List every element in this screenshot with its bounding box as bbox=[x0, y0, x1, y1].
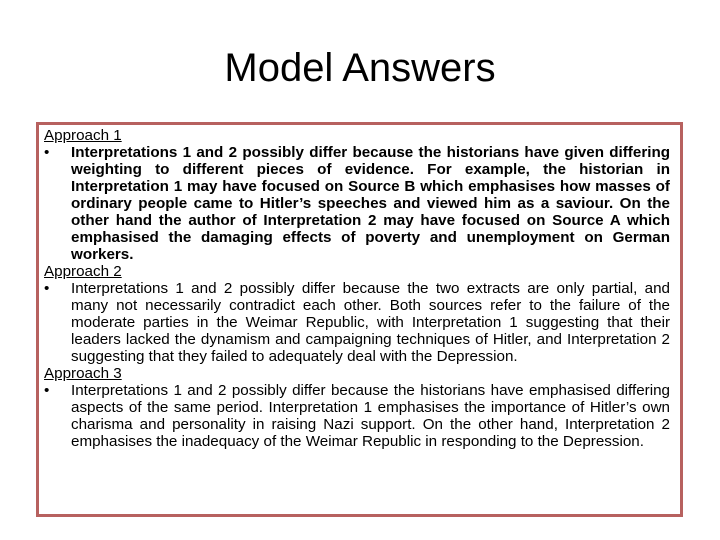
approach-1-text: Interpretations 1 and 2 possibly differ because the historians have given differing weighting to different pieces of evidence. For example, the historian in Interpretation 1 may have focused on Source B which emphasises how masses of ordinary people came to Hitler’s speeches and viewed him as a saviour. On the other hand the author of Interpretation 2 may have focused on Source A which emphasised the damaging effects of poverty and unemployment on German workers. bbox=[71, 144, 670, 263]
approach-3-bullet bbox=[44, 382, 670, 450]
model-answers-box bbox=[36, 122, 683, 517]
bullet-icon: • bbox=[44, 280, 50, 297]
approach-2 bbox=[44, 263, 670, 365]
page-title: Model Answers bbox=[224, 46, 496, 90]
approach-2-text: Interpretations 1 and 2 possibly differ because the two extracts are only partial, and many not necessarily contradict each other. Both sources refer to the failure of the moderate parties in the Weimar Republic, with Interpretation 1 suggesting that their leaders lacked the dynamism and campaigning techniques of Hitler, and Interpretation 2 suggesting that they failed to adequately deal with the Depression. bbox=[71, 280, 670, 365]
approach-1-bullet bbox=[44, 144, 670, 263]
approach-2-heading: Approach 2 bbox=[44, 263, 122, 280]
approach-3-heading: Approach 3 bbox=[44, 365, 122, 382]
approach-3 bbox=[44, 365, 670, 450]
approach-2-bullet bbox=[44, 280, 670, 365]
bullet-icon: • bbox=[44, 144, 50, 161]
approach-1 bbox=[44, 127, 670, 263]
approach-3-text: Interpretations 1 and 2 possibly differ because the historians have emphasised differing aspects of the same period. Interpretation 1 emphasises the importance of Hitler’s own charisma and personality in raising Nazi support. On the other hand, Interpretation 2 emphasises the inadequacy of the Weimar Republic in responding to the Depression. bbox=[71, 382, 670, 450]
bullet-icon: • bbox=[44, 382, 50, 399]
approach-1-heading: Approach 1 bbox=[44, 127, 122, 144]
